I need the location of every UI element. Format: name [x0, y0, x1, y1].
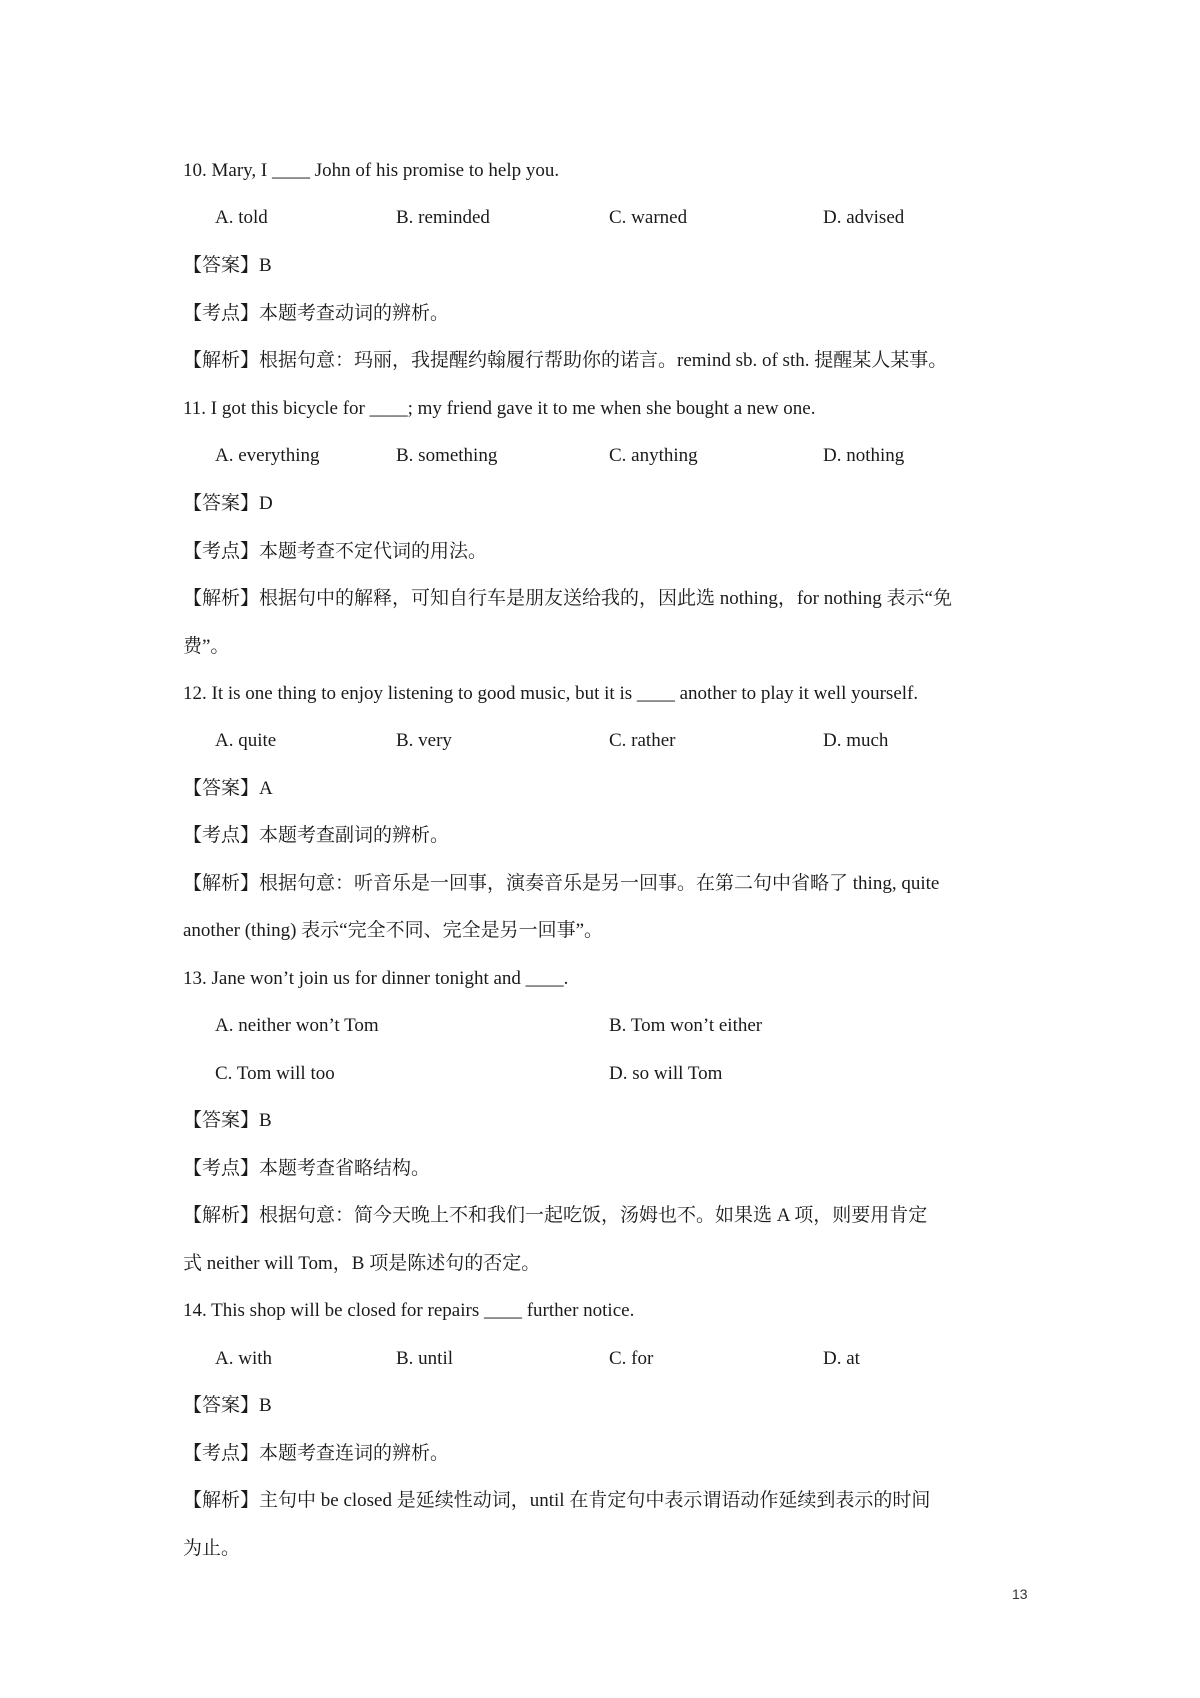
answer-value: B [259, 255, 272, 276]
option-c: C. Tom will too [215, 1063, 335, 1084]
point-line [183, 1156, 430, 1182]
analysis-label: 【解析】 [183, 588, 260, 609]
analysis-label: 【解析】 [183, 1490, 260, 1511]
analysis-line [183, 1203, 927, 1229]
point-line [183, 823, 449, 849]
point-label: 【考点】 [183, 303, 260, 324]
answer-value: B [259, 1110, 272, 1131]
option-a: A. everything [215, 445, 320, 466]
option-d: D. at [823, 1348, 860, 1369]
option-b: B. something [396, 445, 498, 466]
option-d: D. advised [823, 207, 905, 228]
analysis-line [183, 1488, 930, 1514]
point-text: 本题考查副词的辨析。 [259, 825, 450, 846]
analysis-text: 根据句意：简今天晚上不和我们一起吃饭，汤姆也不。如果选 A 项，则要用肯定 [259, 1205, 928, 1226]
option-d: D. nothing [823, 445, 905, 466]
analysis-line [183, 348, 947, 374]
point-label: 【考点】 [183, 541, 260, 562]
analysis-continuation: 为止。 [183, 1538, 241, 1559]
analysis-continuation: another (thing) 表示“完全不同、完全是另一回事”。 [183, 920, 604, 941]
point-text: 本题考查省略结构。 [259, 1158, 431, 1179]
analysis-text: 根据句意：玛丽，我提醒约翰履行帮助你的诺言。remind sb. of sth. 提醒某人某事。 [259, 350, 948, 371]
question-stem: 13. Jane won’t join us for dinner tonight and ____. [183, 968, 569, 989]
point-text: 本题考查连词的辨析。 [259, 1443, 450, 1464]
option-c: C. anything [609, 445, 698, 466]
answer-line [183, 776, 273, 802]
option-a: A. with [215, 1348, 272, 1369]
page-number: 13 [1012, 1586, 1028, 1602]
option-d: D. so will Tom [609, 1063, 723, 1084]
option-c: C. warned [609, 207, 688, 228]
answer-label: 【答案】 [183, 255, 260, 276]
point-label: 【考点】 [183, 825, 260, 846]
point-label: 【考点】 [183, 1158, 260, 1179]
question-stem: 12. It is one thing to enjoy listening to good music, but it is ____ another to play it well yourself. [183, 683, 919, 704]
option-a: A. quite [215, 730, 277, 751]
analysis-text: 根据句中的解释，可知自行车是朋友送给我的，因此选 nothing，for nothing 表示“免 [259, 588, 952, 609]
question-stem: 14. This shop will be closed for repairs ____ further notice. [183, 1300, 635, 1321]
answer-line [183, 1108, 272, 1134]
question-stem: 10. Mary, I ____ John of his promise to help you. [183, 160, 560, 181]
analysis-label: 【解析】 [183, 350, 260, 371]
answer-value: A [259, 778, 273, 799]
analysis-label: 【解析】 [183, 1205, 260, 1226]
point-line [183, 301, 449, 327]
option-a: A. told [215, 207, 268, 228]
option-b: B. very [396, 730, 452, 751]
analysis-label: 【解析】 [183, 873, 260, 894]
question-stem: 11. I got this bicycle for ____; my friend gave it to me when she bought a new one. [183, 398, 816, 419]
analysis-line [183, 871, 939, 897]
point-text: 本题考查动词的辨析。 [259, 303, 450, 324]
answer-line [183, 491, 273, 517]
analysis-line [183, 586, 952, 612]
answer-label: 【答案】 [183, 1110, 260, 1131]
analysis-continuation: 费”。 [183, 636, 230, 657]
option-b: B. Tom won’t either [609, 1015, 763, 1036]
option-b: B. reminded [396, 207, 490, 228]
answer-line [183, 253, 272, 279]
point-line [183, 1441, 449, 1467]
point-text: 本题考查不定代词的用法。 [259, 541, 488, 562]
analysis-text: 根据句意：听音乐是一回事，演奏音乐是另一回事。在第二句中省略了 thing, quite [259, 873, 940, 894]
option-c: C. for [609, 1348, 654, 1369]
analysis-continuation: 式 neither will Tom，B 项是陈述句的否定。 [183, 1253, 541, 1274]
option-d: D. much [823, 730, 889, 751]
answer-label: 【答案】 [183, 493, 260, 514]
option-b: B. until [396, 1348, 454, 1369]
answer-label: 【答案】 [183, 778, 260, 799]
analysis-text: 主句中 be closed 是延续性动词，until 在肯定句中表示谓语动作延续到表示的时间 [259, 1490, 931, 1511]
option-a: A. neither won’t Tom [215, 1015, 379, 1036]
answer-label: 【答案】 [183, 1395, 260, 1416]
answer-line [183, 1393, 272, 1419]
answer-value: D [259, 493, 273, 514]
point-label: 【考点】 [183, 1443, 260, 1464]
option-c: C. rather [609, 730, 676, 751]
answer-value: B [259, 1395, 272, 1416]
point-line [183, 539, 487, 565]
